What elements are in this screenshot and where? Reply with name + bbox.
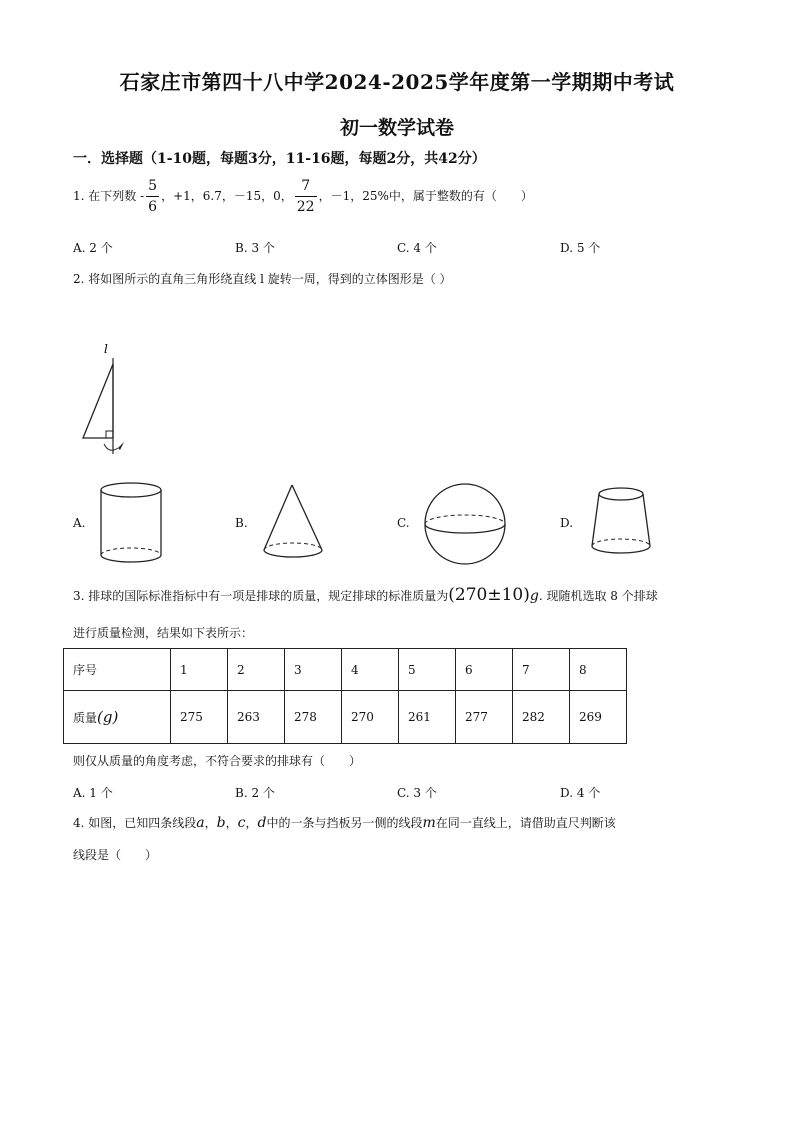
exam-subtitle: 初一数学试卷 — [339, 117, 454, 139]
q3-text-a: 3. 排球的国际标准指标中有一项是排球的质量，规定排球的标准质量为 — [73, 589, 449, 603]
q2-option-a[interactable]: A. — [73, 516, 86, 530]
q2-option-d[interactable]: D. — [560, 516, 574, 530]
q2-option-b[interactable]: B. — [235, 516, 248, 530]
table-cell: 3 — [285, 649, 342, 691]
table-cell: 7 — [513, 649, 570, 691]
table-cell: 6 — [456, 649, 513, 691]
q1-prefix: 1. 在下列数 - — [73, 189, 145, 203]
question-2: 2. 将如图所示的直角三角形绕直线 l 旋转一周，得到的立体图形是（ ） — [73, 272, 452, 286]
mass-table — [63, 648, 627, 744]
q3-option-c[interactable]: C. 3 个 — [397, 786, 437, 800]
frac1-numerator: 5 — [148, 178, 158, 194]
q1-option-d[interactable]: D. 5 个 — [560, 241, 601, 255]
table-cell: 282 — [513, 691, 570, 744]
table-cell: 2 — [228, 649, 285, 691]
q4-text-c: 在同一直线上，请借助直尺判断该 — [435, 816, 616, 830]
q4-text-a: 4. 如图，已知四条线段 — [73, 816, 197, 830]
table-cell: 261 — [399, 691, 456, 744]
table-cell: 275 — [171, 691, 228, 744]
cone-figure[interactable] — [260, 482, 328, 567]
q3-option-d[interactable]: D. 4 个 — [560, 786, 601, 800]
segment-d: d — [257, 815, 267, 831]
q4-text-b: 中的一条与挡板另一侧的线段 — [266, 816, 423, 830]
table-cell: 5 — [399, 649, 456, 691]
q1-middle: ，+1，6.7，－15，0， — [161, 189, 293, 203]
line-l-label: l — [104, 342, 108, 356]
right-triangle-figure — [76, 338, 136, 463]
q1-option-c[interactable]: C. 4 个 — [397, 241, 437, 255]
segment-c: c — [237, 815, 246, 831]
frustum-figure[interactable] — [588, 486, 656, 564]
separator: ， — [225, 816, 238, 830]
q3-text-b: . 现随机选取 8 个排球 — [538, 589, 658, 603]
q3-standard-mass: (270±10) — [448, 585, 530, 605]
sphere-figure[interactable] — [423, 481, 507, 567]
frac2-numerator: 7 — [301, 178, 311, 194]
table-header-mass — [64, 691, 171, 744]
frac1-denominator: 6 — [146, 196, 159, 214]
mass-label: 质量 — [73, 711, 98, 725]
q3-question: 则仅从质量的角度考虑，不符合要求的排球有（ ） — [73, 754, 362, 768]
segment-b: b — [216, 815, 226, 831]
separator: ， — [204, 816, 217, 830]
q1-suffix: ，－1，25%中，属于整数的有（ ） — [318, 189, 533, 203]
table-cell: 278 — [285, 691, 342, 744]
table-cell: 269 — [570, 691, 627, 744]
table-cell: 277 — [456, 691, 513, 744]
table-cell: 1 — [171, 649, 228, 691]
question-4 — [73, 814, 616, 831]
q3-unit: g — [529, 588, 539, 604]
q3-option-a[interactable]: A. 1 个 — [73, 786, 113, 800]
q3-line2: 进行质量检测，结果如下表所示： — [73, 626, 254, 640]
question-3 — [73, 585, 658, 605]
table-cell: 270 — [342, 691, 399, 744]
q1-option-a[interactable]: A. 2 个 — [73, 241, 113, 255]
segment-m: m — [422, 815, 436, 831]
cylinder-figure[interactable] — [98, 480, 166, 570]
mass-unit: (g) — [97, 708, 119, 726]
table-cell: 263 — [228, 691, 285, 744]
frac2-denominator: 22 — [295, 196, 317, 214]
separator: ， — [245, 816, 258, 830]
fraction-5-6 — [146, 179, 159, 214]
q3-option-b[interactable]: B. 2 个 — [235, 786, 275, 800]
question-1 — [73, 179, 533, 214]
q1-option-b[interactable]: B. 3 个 — [235, 241, 275, 255]
table-row — [64, 691, 627, 744]
q4-line2: 线段是（ ） — [73, 848, 158, 862]
table-cell: 4 — [342, 649, 399, 691]
exam-title: 石家庄市第四十八中学2024-2025学年度第一学期期中考试 — [119, 70, 675, 94]
q2-option-c[interactable]: C. — [397, 516, 410, 530]
section-heading: 一．选择题（1-10题，每题3分，11-16题，每题2分，共42分） — [73, 151, 486, 167]
table-header-number: 序号 — [64, 649, 171, 691]
table-row — [64, 649, 627, 691]
fraction-7-22 — [295, 179, 317, 214]
table-cell: 8 — [570, 649, 627, 691]
segment-a: a — [196, 815, 205, 831]
